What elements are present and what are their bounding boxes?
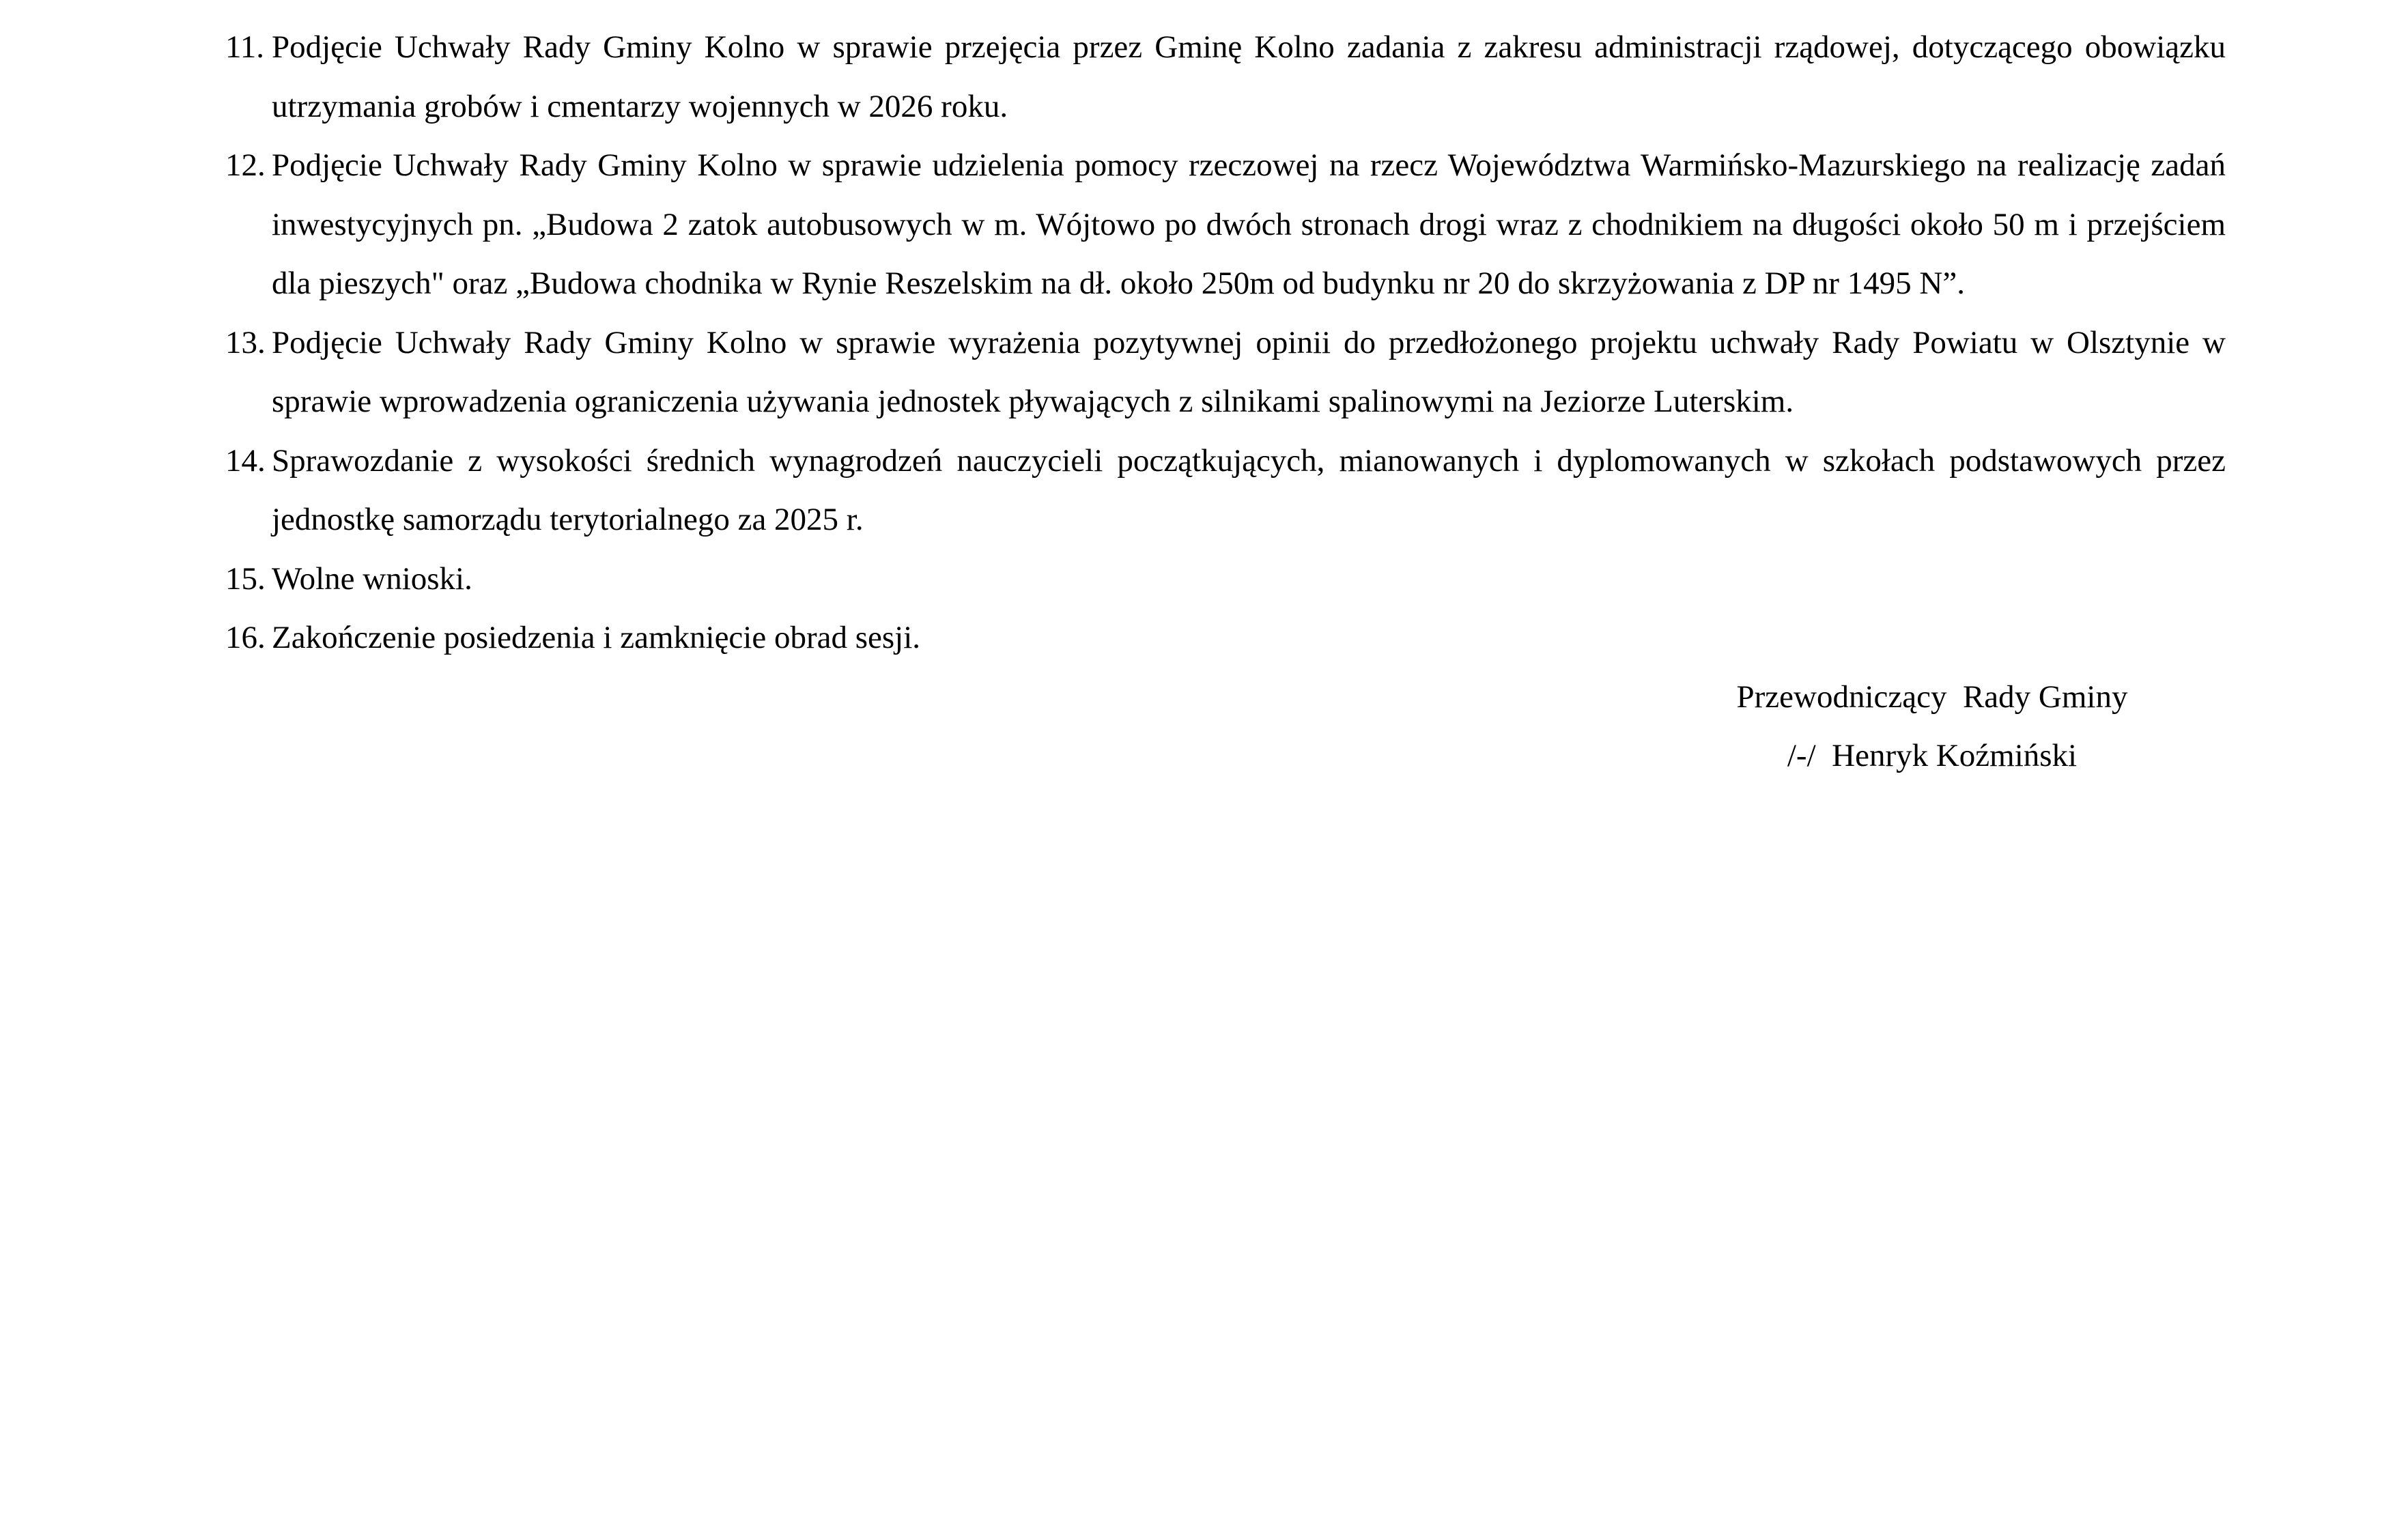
signature-block (1639, 668, 2226, 786)
signature-name: /-/ Henryk Koźmiński (1787, 738, 2078, 773)
agenda-item-number: 16. (225, 620, 266, 655)
signature-title: Przewodniczący Rady Gminy (1736, 679, 2128, 715)
agenda-item-text: Wolne wnioski. (272, 560, 472, 597)
agenda-item-text: Sprawozdanie z wysokości średnich wynagrodzeń nauczycieli początkujących, mianowanych i dyplomowanych w szkołach podstawowych przez jednostkę samorządu terytorialnego za 2025 r. (272, 442, 2226, 537)
agenda-item-number: 11. (225, 29, 265, 65)
agenda-item-11 (225, 18, 2226, 136)
agenda-item-number: 15. (225, 560, 266, 597)
agenda-item-text: Podjęcie Uchwały Rady Gminy Kolno w sprawie przejęcia przez Gminę Kolno zadania z zakresu administracji rządowej, dotyczącego obowiązku utrzymania grobów i cmentarzy wojennych w 2026 roku. (272, 29, 2226, 124)
agenda-item-14 (225, 431, 2226, 550)
agenda-item-number: 13. (225, 324, 266, 360)
agenda-item-13 (225, 313, 2226, 431)
agenda-list (225, 18, 2226, 668)
agenda-item-16 (225, 608, 2226, 668)
agenda-item-text: Zakończenie posiedzenia i zamknięcie obrad sesji. (272, 620, 921, 655)
agenda-item-text: Podjęcie Uchwały Rady Gminy Kolno w sprawie udzielenia pomocy rzeczowej na rzecz Województwa Warmińsko-Mazurskiego na realizację zadań inwestycyjnych pn. „Budowa 2 zatok autobusowych w m. Wójtowo po dwóch stronach drogi wraz z chodnikiem na długości około 50 m i przejściem dla pieszych" oraz „Budowa chodnika w Rynie Reszelskim na dł. około 250m od budynku nr 20 do skrzyżowania z DP nr 1495 N”. (272, 147, 2226, 301)
agenda-item-text: Podjęcie Uchwały Rady Gminy Kolno w sprawie wyrażenia pozytywnej opinii do przedłożonego projektu uchwały Rady Powiatu w Olsztynie w sprawie wprowadzenia ograniczenia używania jednostek pływających z silnikami spalinowymi na Jeziorze Luterskim. (272, 324, 2226, 419)
agenda-item-12 (225, 136, 2226, 313)
agenda-item-number: 14. (225, 442, 266, 479)
agenda-item-15 (225, 550, 2226, 609)
agenda-item-number: 12. (225, 147, 266, 183)
